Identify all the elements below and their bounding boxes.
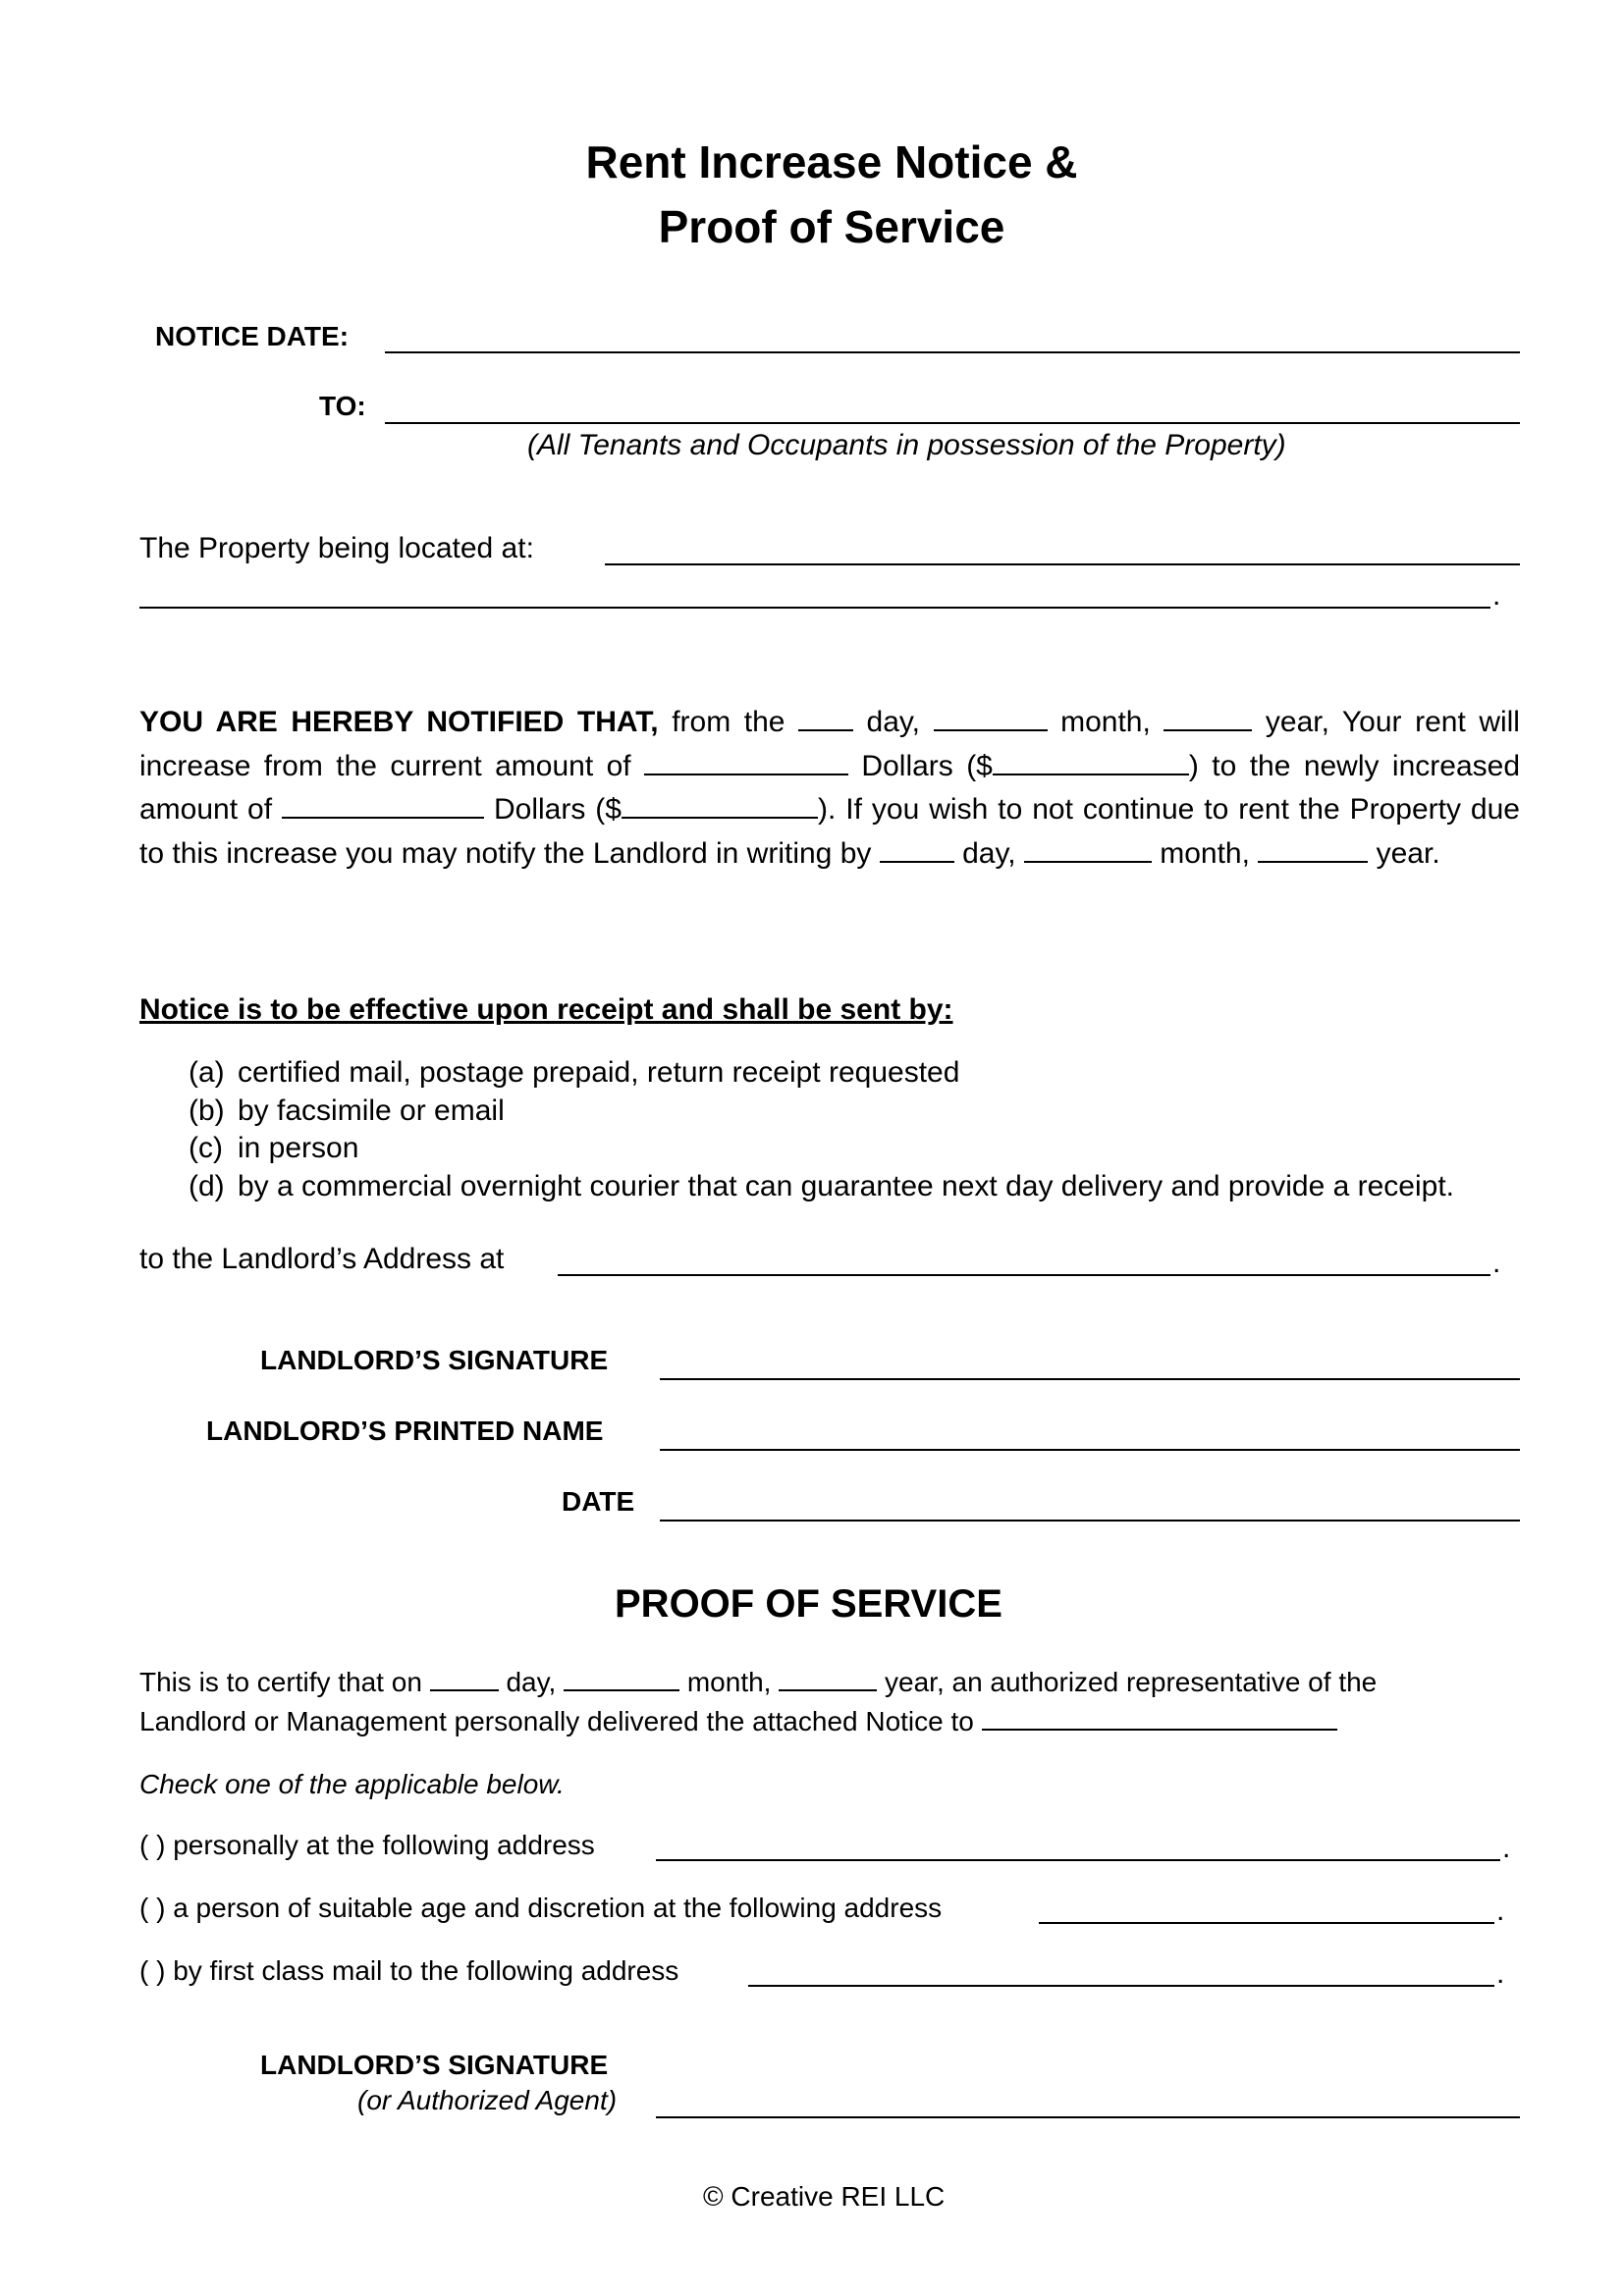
property-label: The Property being located at:: [139, 532, 534, 564]
list-item-text: in person: [238, 1132, 359, 1164]
to-note: (All Tenants and Occupants in possession of the Property): [527, 429, 1286, 461]
property-address-field-1[interactable]: [605, 563, 1520, 565]
notified-text: Dollars ($: [848, 749, 993, 782]
increase-year-field[interactable]: [1164, 704, 1252, 731]
option-personally-address-field[interactable]: [656, 1859, 1500, 1861]
property-address-field-2[interactable]: [139, 607, 1490, 609]
proof-paragraph: [139, 1663, 1377, 1741]
landlord-signature-field[interactable]: [660, 1378, 1520, 1380]
notified-text: year, Your rent will increase from the current amount of: [139, 706, 1520, 782]
proof-month-field[interactable]: [564, 1666, 679, 1691]
notified-lead: YOU ARE HEREBY NOTIFIED THAT,: [139, 706, 659, 738]
notified-text: year.: [1368, 836, 1440, 870]
document-title-line2: Proof of Service: [658, 201, 1005, 252]
notify-day-field[interactable]: [880, 835, 954, 863]
landlord-signature2-label: LANDLORD’S SIGNATURE: [260, 2050, 609, 2080]
list-item-text: by facsimile or email: [238, 1094, 505, 1127]
current-amount-words-field[interactable]: [644, 748, 848, 775]
footer-copyright: © Creative REI LLC: [703, 2181, 946, 2212]
option-suitable-person-address-field[interactable]: [1039, 1922, 1494, 1924]
list-item-text: by a commercial overnight courier that can guarantee next day delivery and provide a receipt.: [238, 1169, 1455, 1202]
list-item: [189, 1130, 1520, 1168]
notice-date-label: NOTICE DATE:: [155, 321, 350, 351]
list-item: [189, 1168, 1520, 1206]
increase-day-field[interactable]: [798, 704, 853, 731]
option-personally[interactable]: ( ) personally at the following address: [139, 1830, 595, 1860]
new-amount-number-field[interactable]: [622, 791, 818, 819]
option-first-class-mail-period: .: [1496, 1957, 1505, 1990]
date-field[interactable]: [660, 1520, 1520, 1522]
notified-paragraph: [139, 701, 1520, 876]
proof-heading: PROOF OF SERVICE: [615, 1582, 1002, 1626]
notified-text: day,: [852, 706, 934, 738]
landlord-address-field[interactable]: [558, 1274, 1490, 1276]
proof-text: day,: [498, 1667, 565, 1697]
increase-month-field[interactable]: [934, 704, 1048, 731]
proof-day-field[interactable]: [430, 1666, 499, 1691]
notified-text: Dollars ($: [484, 793, 622, 826]
to-field[interactable]: [385, 422, 1520, 424]
landlord-signature2-sublabel: (or Authorized Agent): [357, 2085, 618, 2115]
option-first-class-mail[interactable]: ( ) by first class mail to the following address: [139, 1955, 679, 1986]
delivery-methods-list: [189, 1054, 1520, 1205]
property-period: .: [1492, 579, 1501, 612]
landlord-address-label: to the Landlord’s Address at: [139, 1243, 505, 1275]
landlord-signature2-field[interactable]: [656, 2116, 1520, 2118]
landlord-printed-name-field[interactable]: [660, 1449, 1520, 1451]
notified-text: month,: [1047, 706, 1164, 738]
current-amount-number-field[interactable]: [993, 748, 1189, 775]
notify-month-field[interactable]: [1024, 835, 1152, 863]
proof-text: month,: [679, 1667, 780, 1697]
document-title-line1: Rent Increase Notice &: [585, 136, 1078, 187]
notified-text: from the: [658, 706, 798, 738]
notice-date-field[interactable]: [385, 351, 1520, 353]
notified-text: month,: [1151, 836, 1259, 870]
list-item: [189, 1093, 1520, 1131]
landlord-address-period: .: [1492, 1247, 1501, 1279]
list-item-mark: (b): [189, 1094, 225, 1127]
delivery-heading: Notice is to be effective upon receipt and shall be sent by:: [139, 993, 953, 1026]
to-label: TO:: [319, 391, 366, 421]
landlord-printed-name-label: LANDLORD’S PRINTED NAME: [206, 1415, 604, 1446]
proof-year-field[interactable]: [779, 1666, 877, 1691]
notified-text: day,: [953, 836, 1024, 870]
notified-text: ). If you wish to not continue to rent the Property due to this increase you may notify the Landlord in writing by: [139, 793, 1520, 870]
option-personally-period: .: [1502, 1832, 1511, 1864]
landlord-signature-label: LANDLORD’S SIGNATURE: [260, 1345, 609, 1375]
list-item: [189, 1054, 1520, 1093]
new-amount-words-field[interactable]: [282, 791, 484, 819]
list-item-mark: (c): [189, 1132, 223, 1164]
check-note: Check one of the applicable below.: [139, 1769, 565, 1799]
notify-year-field[interactable]: [1258, 835, 1368, 863]
proof-text: Landlord or Management personally delivered the attached Notice to: [139, 1706, 982, 1736]
proof-text: year, an authorized representative of the: [877, 1667, 1378, 1697]
option-suitable-person[interactable]: ( ) a person of suitable age and discretion at the following address: [139, 1893, 943, 1923]
delivered-to-field[interactable]: [982, 1705, 1337, 1731]
proof-text: This is to certify that on: [139, 1667, 430, 1697]
date-label: DATE: [562, 1486, 635, 1517]
list-item-mark: (a): [189, 1056, 225, 1089]
list-item-text: certified mail, postage prepaid, return receipt requested: [238, 1056, 960, 1089]
notified-text: ) to the newly increased amount of: [139, 749, 1521, 826]
option-first-class-mail-address-field[interactable]: [748, 1985, 1494, 1987]
list-item-mark: (d): [189, 1169, 225, 1202]
option-suitable-person-period: .: [1496, 1895, 1505, 1927]
